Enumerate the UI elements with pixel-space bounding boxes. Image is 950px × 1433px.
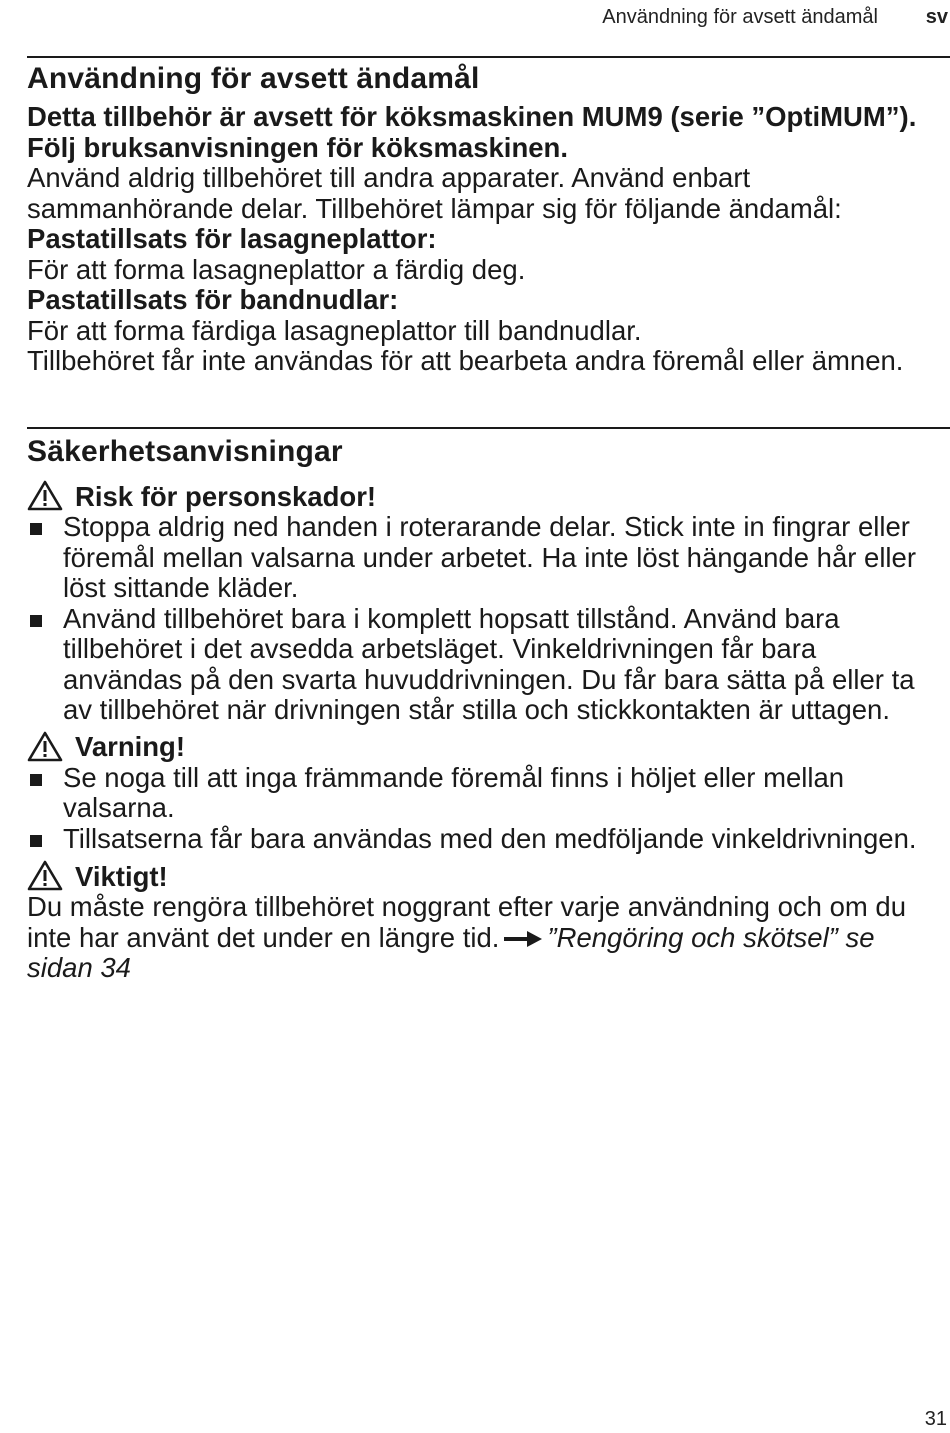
section-heading-safety: Säkerhetsanvisningar	[27, 435, 343, 468]
usage-restriction-text: Tillbehöret får inte användas för att bearbeta andra föremål eller ämnen.	[27, 345, 904, 376]
section-intended-use	[27, 60, 937, 377]
intro-bold-text: Detta tillbehör är avsett för köksmaskinen MUM9 (serie ”OptiMUM”). Följ bruksanvisningen för köksmaskinen.	[27, 101, 917, 163]
page-number: 31	[924, 1408, 947, 1430]
important-text: Du måste rengöra tillbehöret noggrant efter varje användning och om du inte har använt det under en längre tid.	[27, 891, 907, 953]
running-header-title: Användning för avsett ändamål	[602, 6, 878, 28]
lasagne-attachment-text: För att forma lasagneplattor a färdig deg.	[27, 253, 526, 285]
list-item: Tillsatserna får bara användas med den medföljande vinkeldrivningen.	[27, 824, 937, 855]
intro-text: Använd aldrig tillbehöret till andra apparater. Använd enbart sammanhörande delar. Tillbehöret lämpar sig för följande ändamål:	[27, 162, 842, 224]
important-heading	[27, 860, 937, 892]
warning-triangle-icon	[27, 860, 63, 891]
square-bullet-icon	[30, 523, 42, 535]
square-bullet-icon	[30, 615, 42, 627]
list-item: Stoppa aldrig ned handen i roterarande delar. Stick inte in fingrar eller föremål mellan valsarna under arbetet. Ha inte löst hängande hår eller löst sittande kläder.	[27, 512, 937, 604]
section-divider-safety	[27, 427, 950, 429]
risk-list	[27, 512, 937, 726]
section-safety	[27, 430, 937, 984]
important-text-paragraph	[27, 892, 937, 984]
warning-triangle-icon	[27, 731, 63, 762]
arrow-right-icon	[503, 930, 543, 948]
list-item: Använd tillbehöret bara i komplett hopsatt tillstånd. Använd bara tillbehöret i det avsedda arbetsläget. Vinkeldrivningen får bara användas på den svarta huvuddrivningen. Du får bara sätta på eller ta av tillbehöret när drivningen står stilla och stickkontakten är uttagen.	[27, 604, 937, 726]
noodle-attachment-text: För att forma färdiga lasagneplattor till bandnudlar.	[27, 314, 642, 346]
section-divider-top	[27, 56, 950, 58]
cross-reference-link[interactable]: ”Rengöring och skötsel” se sidan 34	[27, 921, 875, 983]
important-title: Viktigt!	[75, 860, 168, 892]
noodle-attachment-title: Pastatillsats för bandnudlar:	[27, 284, 399, 315]
square-bullet-icon	[30, 774, 42, 786]
risk-title: Risk för personskador!	[75, 480, 377, 512]
warning-title: Varning!	[75, 731, 186, 762]
list-item: Se noga till att inga främmande föremål finns i höljet eller mellan valsarna.	[27, 763, 937, 824]
lasagne-attachment-title: Pastatillsats för lasagneplattor:	[27, 223, 437, 254]
section-heading: Användning för avsett ändamål	[27, 62, 480, 95]
warning-heading	[27, 731, 937, 763]
square-bullet-icon	[30, 835, 42, 847]
warning-triangle-icon	[27, 480, 63, 511]
language-code: sv	[925, 6, 948, 28]
risk-heading	[27, 480, 937, 512]
warning-list	[27, 763, 937, 855]
